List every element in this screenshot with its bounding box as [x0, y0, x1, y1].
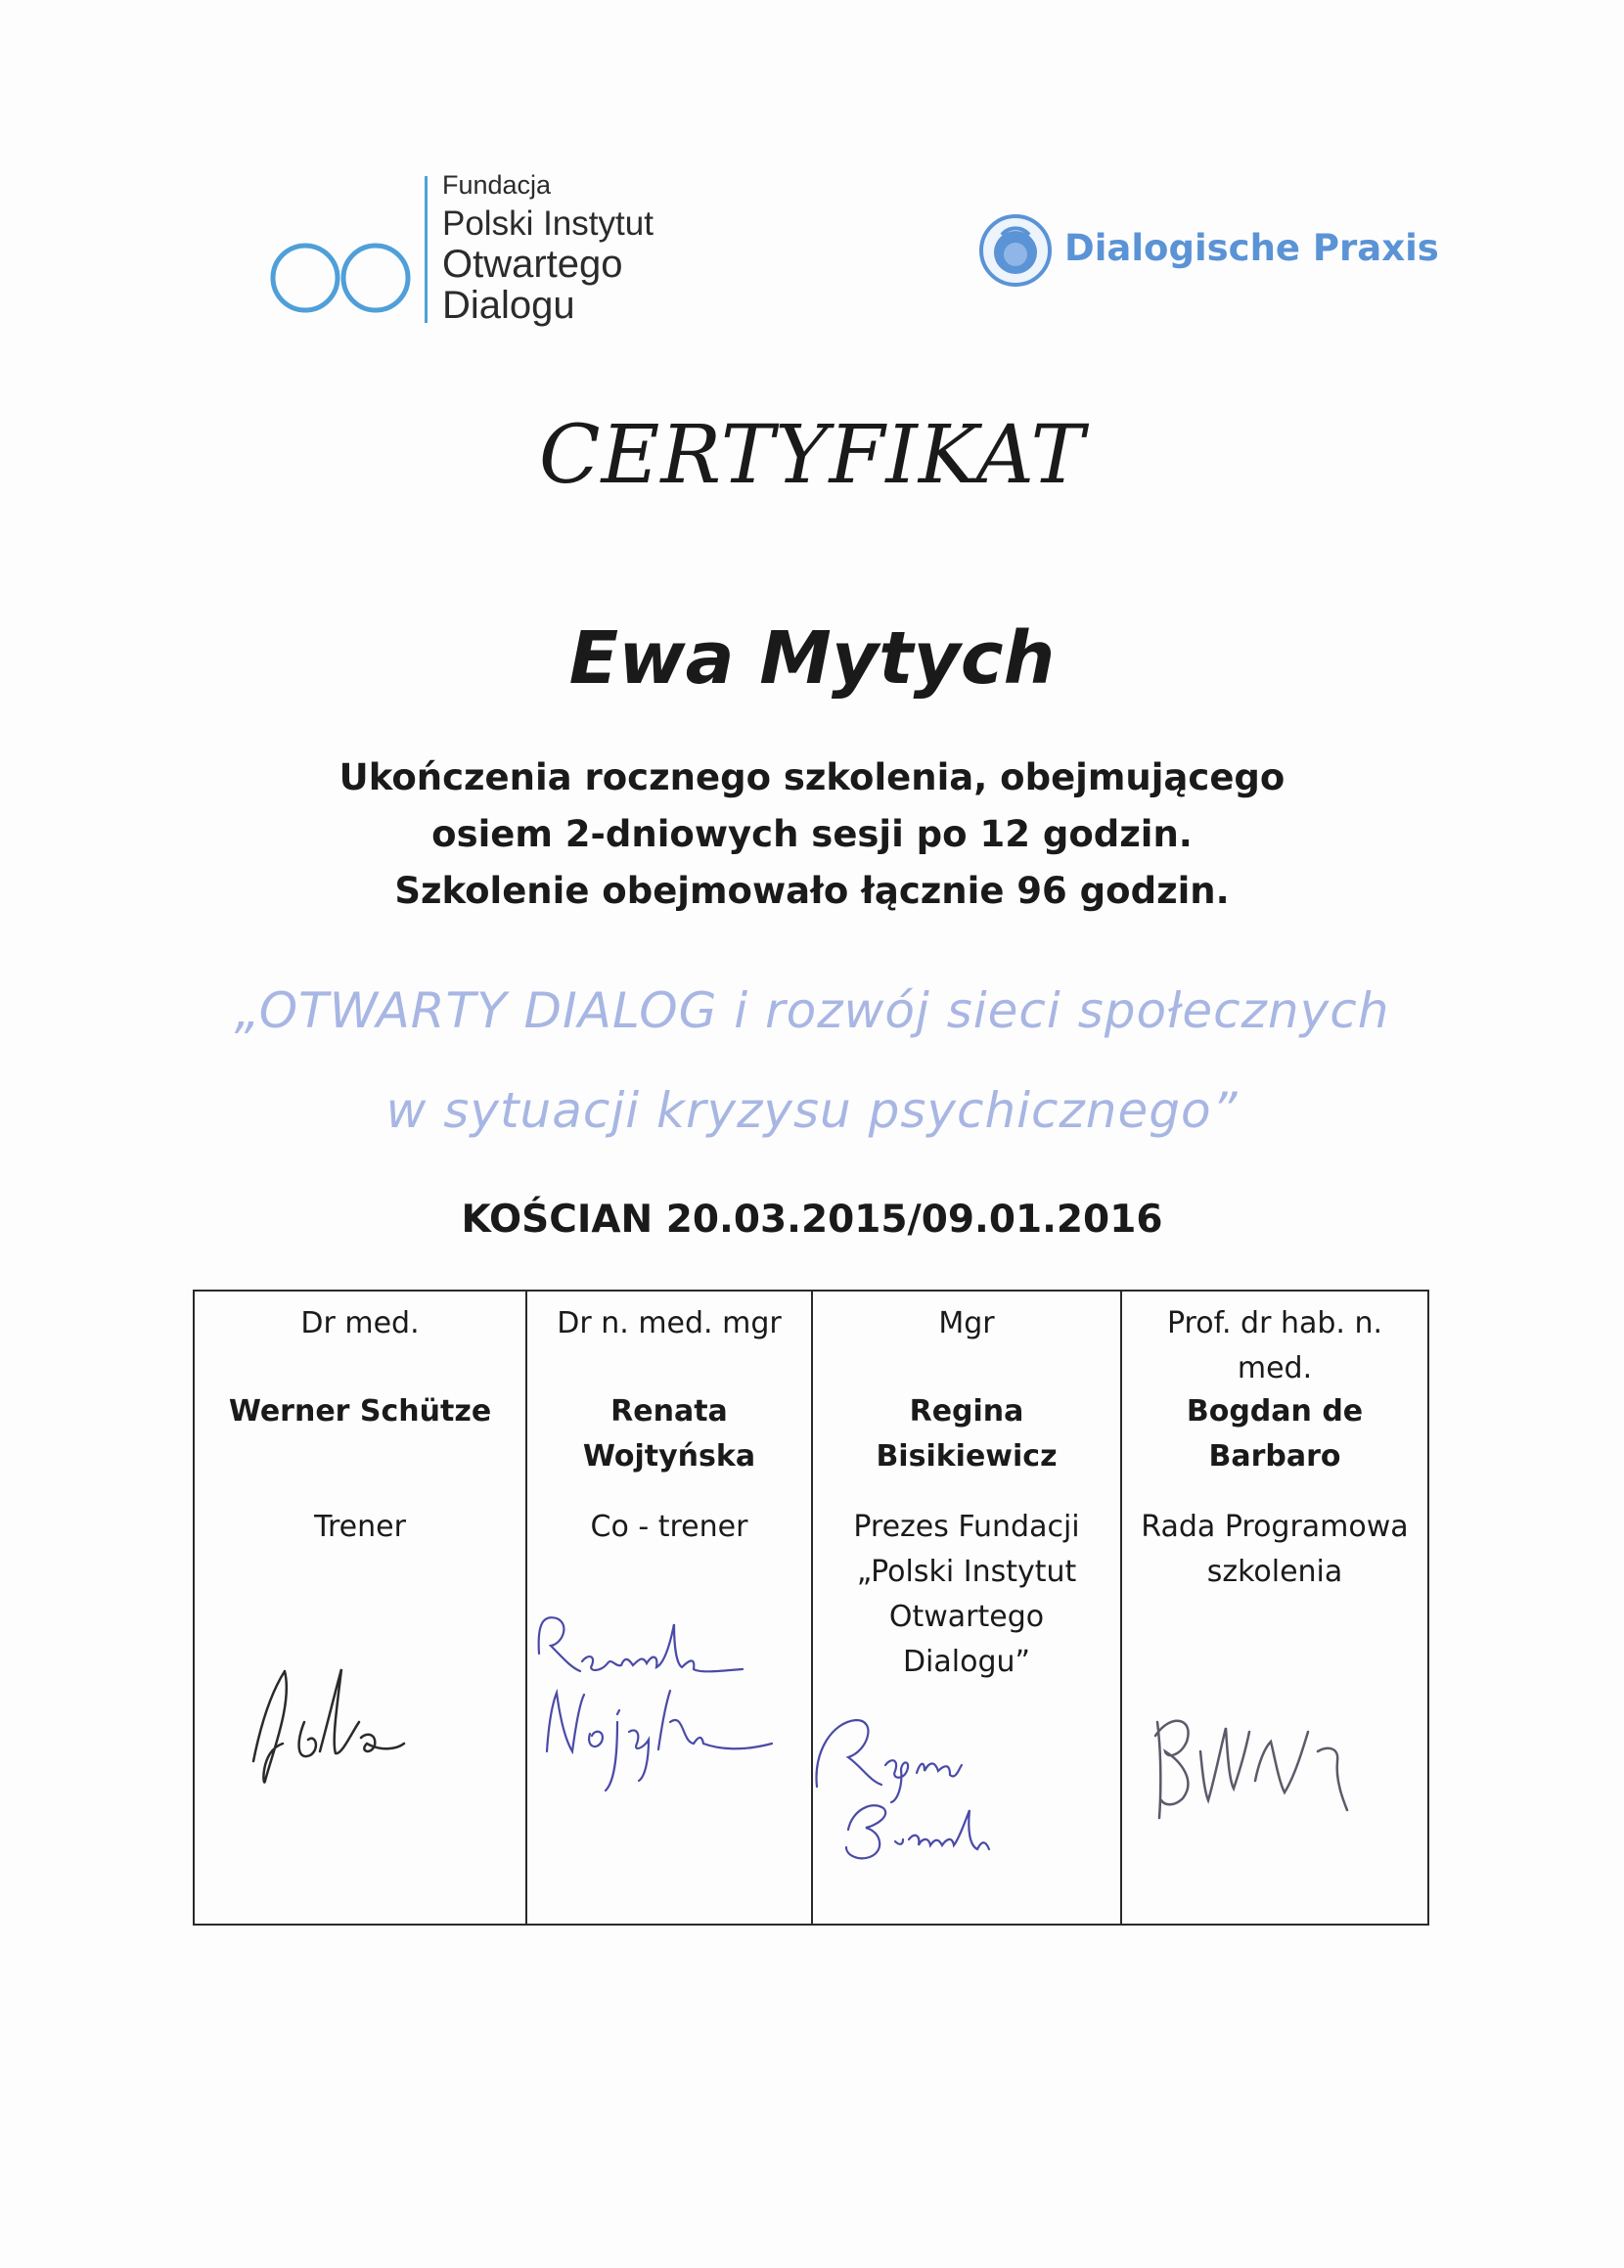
signatory-column — [1122, 1292, 1427, 1924]
signatory-role: Trener — [314, 1510, 406, 1544]
foundation-name — [442, 172, 654, 325]
place-and-dates: KOŚCIAN 20.03.2015/09.01.2016 — [461, 1198, 1163, 1242]
course-title — [0, 961, 1624, 1160]
foundation-logo — [266, 172, 697, 329]
signatory-name: Bogdan de Barbaro — [1186, 1394, 1364, 1474]
signatory-degree: Prof. dr hab. n. med. — [1166, 1306, 1383, 1385]
dialogische-praxis-emblem-icon — [978, 213, 1053, 288]
signatory-degree: Mgr — [938, 1306, 995, 1340]
description-line-3: Szkolenie obejmowało łącznie 96 godzin. — [394, 870, 1230, 912]
certificate-title: CERTYFIKAT — [538, 409, 1086, 502]
foundation-line-4: Dialogu — [442, 284, 575, 327]
description-line-2: osiem 2-dniowych sesji po 12 godzin. — [431, 813, 1193, 855]
signatory-name: Werner Schütze — [228, 1394, 492, 1429]
description-line-1: Ukończenia rocznego szkolenia, obejmującego — [338, 756, 1286, 798]
logo-divider — [425, 176, 428, 323]
signatory-name: Regina Bisikiewicz — [876, 1394, 1058, 1474]
foundation-line-3: Otwartego — [442, 243, 623, 286]
dialogische-praxis-logo — [978, 213, 1439, 292]
course-title-line-1: „OTWARTY DIALOG i rozwój sieci społecznych — [234, 982, 1390, 1039]
foundation-line-1: Fundacja — [442, 170, 552, 200]
handwritten-signature-icon — [195, 1292, 527, 1924]
handwritten-signature-icon — [527, 1292, 813, 1924]
signatory-role: Co - trener — [590, 1510, 748, 1544]
signatory-name: Renata Wojtyńska — [582, 1394, 756, 1474]
od-logo-mark-icon — [266, 233, 425, 321]
recipient-name: Ewa Mytych — [568, 616, 1056, 701]
training-description — [0, 749, 1624, 920]
signatory-role: Rada Programowa szkolenia — [1141, 1510, 1409, 1589]
signatory-column — [195, 1292, 527, 1924]
course-title-line-2: w sytuacji kryzysu psychicznego” — [385, 1082, 1239, 1139]
signatory-column — [813, 1292, 1122, 1924]
signatories-table — [193, 1290, 1429, 1926]
signatory-degree: Dr n. med. mgr — [557, 1306, 782, 1340]
signatory-role: Prezes Fundacji „Polski Instytut Otwartego Dialogu” — [853, 1510, 1080, 1679]
foundation-line-2: Polski Instytut — [442, 204, 654, 243]
signatory-degree: Dr med. — [300, 1306, 420, 1340]
dialogische-praxis-text: Dialogische Praxis — [1064, 227, 1439, 269]
signatory-column — [527, 1292, 813, 1924]
